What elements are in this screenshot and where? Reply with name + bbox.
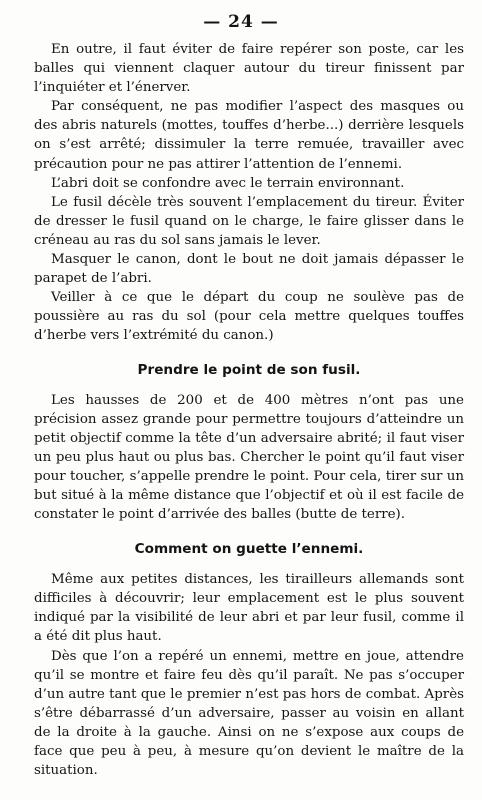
paragraph: Les hausses de 200 et de 400 mètres n’ont pas une précision assez grande pour permettre toujours d’atteindre un petit objectif comme la tête d’un adversaire abrité; il faut viser un peu plus haut ou plus bas. Chercher le point qu’il faut viser pour toucher, s’appelle prendre le point. Pour cela, tirer sur un but situé à la même distance que l’objectif et où il est facile de constater le point d’arrivée des balles (butte de terre).: [34, 392, 464, 523]
paragraph: Dès que l’on a repéré un ennemi, mettre en joue, attendre qu’il se montre et faire feu dès qu’il paraît. Ne pas s’occuper d’un autre tant que le premier n’est pas hors de combat. Après s’être débarrassé d’un adversaire, passer au voisin en allant de la droite à la gauche. Ainsi on ne s’expose aux coups de face que peu à peu, à mesure qu’on devient le maître de la situation.: [34, 648, 464, 779]
paragraph: Veiller à ce que le départ du coup ne soulève pas de poussière au ras du sol (pour cela mettre quelques touffes d’herbe vers l’extrémité du canon.): [34, 290, 464, 344]
section-heading: Prendre le point de son fusil.: [137, 361, 361, 378]
paragraph: Le fusil décèle très souvent l’emplacement du tireur. Éviter de dresser le fusil quand on le charge, le faire glisser dans le créneau au ras du sol sans jamais le lever.: [34, 194, 464, 248]
paragraph: Même aux petites distances, les tirailleurs allemands sont difficiles à découvrir; leur emplacement est le plus souvent indiqué par la visibilité de leur abri et par leur fusil, comme il a été dit plus haut.: [34, 572, 464, 645]
paragraph: Par conséquent, ne pas modifier l’aspect des masques ou des abris naturels (mottes, touffes d’herbe...) derrière lesquels on s’est arrêté; dissimuler la terre remuée, travailler avec précaution pour ne pas attirer l’attention de l’ennemi.: [34, 99, 464, 172]
paragraph: Masquer le canon, dont le bout ne doit jamais dépasser le parapet de l’abri.: [34, 252, 464, 287]
page-number: — 24 —: [203, 12, 279, 32]
section-heading: Comment on guette l’ennemi.: [134, 541, 364, 558]
paragraph: L’abri doit se confondre avec le terrain environnant.: [51, 175, 405, 191]
paragraph: En outre, il faut éviter de faire repérer son poste, car les balles qui viennent claquer autour du tireur finissent par l’inquiéter et l’énerver.: [34, 42, 464, 96]
page-body: [34, 40, 464, 780]
